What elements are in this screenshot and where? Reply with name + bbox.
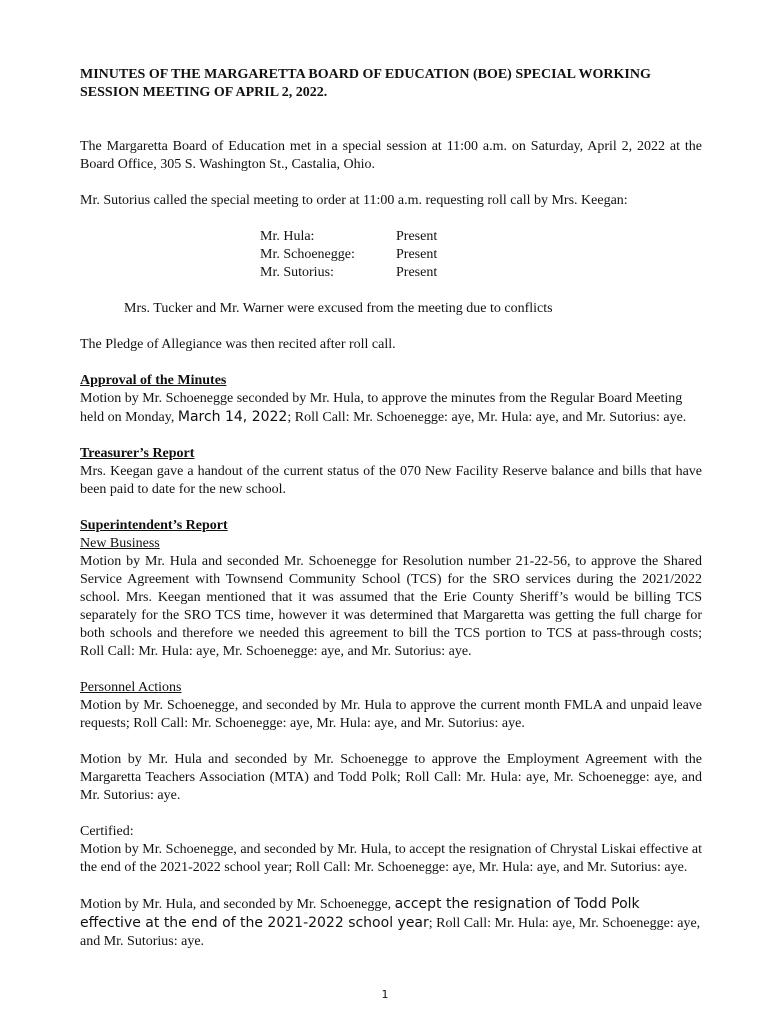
superintendent-section [80, 517, 702, 951]
excused-paragraph: Mrs. Tucker and Mr. Warner were excused from the meeting due to conflicts [124, 301, 553, 316]
roll-call-name: Mr. Sutorius: [260, 265, 334, 280]
certified-text-2a: Motion by Mr. Hula, and seconded by Mr. Schoenegge, [80, 897, 395, 912]
minutes-approval-paragraph [80, 390, 702, 427]
certified-paragraph-1: Motion by Mr. Schoenegge, and seconded by Mr. Hula, to accept the resignation of Chrystal Liskai effective at the end of the 2021-2022 school year; Roll Call: Mr. Schoenegge: aye, Mr. Hula: aye, and Mr. Sutorius: aye. [80, 842, 702, 875]
intro-paragraph: The Margaretta Board of Education met in a special session at 11:00 a.m. on Saturday, April 2, 2022 at the Board Office, 305 S. Washington St., Castalia, Ohio. [80, 139, 702, 172]
personnel-paragraph-2: Motion by Mr. Hula and seconded by Mr. Schoenegge to approve the Employment Agreement with the Margaretta Teachers Association (MTA) and Todd Polk; Roll Call: Mr. Hula: aye, Mr. Schoenegge: aye, and Mr. Sutorius: aye. [80, 752, 702, 803]
certified-label: Certified: [80, 824, 134, 839]
treasurer-paragraph: Mrs. Keegan gave a handout of the current status of the 070 New Facility Reserve balance and bills that have been paid to date for the new school. [80, 464, 702, 497]
roll-call-list [260, 228, 702, 282]
document-body [80, 66, 702, 969]
minutes-approval-text-b: ; Roll Call: Mr. Schoenegge: aye, Mr. Hula: aye, and Mr. Sutorius: aye. [287, 410, 687, 425]
roll-call-status: Present [396, 247, 438, 262]
certified-paragraph-2 [80, 895, 702, 951]
new-business-paragraph: Motion by Mr. Hula and seconded Mr. Schoenegge for Resolution number 21-22-56, to approve the Shared Service Agreement with Townsend Community School (TCS) for the SRO services during the 2021/2022 school. Mrs. Keegan mentioned that it was assumed that the Erie County Sheriff’s would be billing TCS separately for the SRO TCS time, however it was determined that Margaretta was getting the full charge for both schools and therefore we needed this agreement to bill the TCS portion to TCS at pass-through costs; Roll Call: Mr. Hula: aye, Mr. Schoenegge: aye, and Mr. Sutorius: aye. [80, 554, 702, 659]
roll-call-name: Mr. Schoenegge: [260, 247, 355, 262]
roll-call-row [260, 264, 702, 282]
minutes-approval-section [80, 372, 702, 427]
personnel-paragraph-1: Motion by Mr. Schoenegge, and seconded by Mr. Hula to approve the current month FMLA and unpaid leave requests; Roll Call: Mr. Schoenegge: aye, Mr. Hula: aye, and Mr. Sutorius: aye. [80, 698, 702, 731]
treasurer-heading: Treasurer’s Report [80, 446, 195, 461]
roll-call-row [260, 228, 702, 246]
roll-call-status: Present [396, 265, 438, 280]
minutes-approval-date: March 14, 2022 [177, 409, 288, 425]
roll-call-status: Present [396, 229, 438, 244]
document-title: MINUTES OF THE MARGARETTA BOARD OF EDUCATION (BOE) SPECIAL WORKING SESSION MEETING OF APRIL 2, 2022. [80, 67, 651, 100]
personnel-actions-heading: Personnel Actions [80, 680, 182, 695]
pledge-paragraph: The Pledge of Allegiance was then recited after roll call. [80, 337, 396, 352]
roll-call-name: Mr. Hula: [260, 229, 315, 244]
roll-call-row [260, 246, 702, 264]
superintendent-heading: Superintendent’s Report [80, 518, 228, 533]
certified-text-2c: ; Roll Call: Mr. Hula: aye, Mr. Schoenegge: aye, and Mr. Sutorius: aye. [80, 916, 701, 949]
certified-text-2b: accept the resignation of Todd Polk effective at the end of the 2021-2022 school year [80, 896, 640, 931]
new-business-heading: New Business [80, 536, 160, 551]
call-to-order-paragraph: Mr. Sutorius called the special meeting to order at 11:00 a.m. requesting roll call by Mrs. Keegan: [80, 193, 628, 208]
page-number: 1 [381, 988, 389, 1001]
minutes-approval-heading: Approval of the Minutes [80, 373, 227, 388]
treasurer-section [80, 445, 702, 499]
minutes-approval-text-a: Motion by Mr. Schoenegge seconded by Mr. Hula, to approve the minutes from the Regular Board Meeting held on Monday, [80, 391, 683, 425]
